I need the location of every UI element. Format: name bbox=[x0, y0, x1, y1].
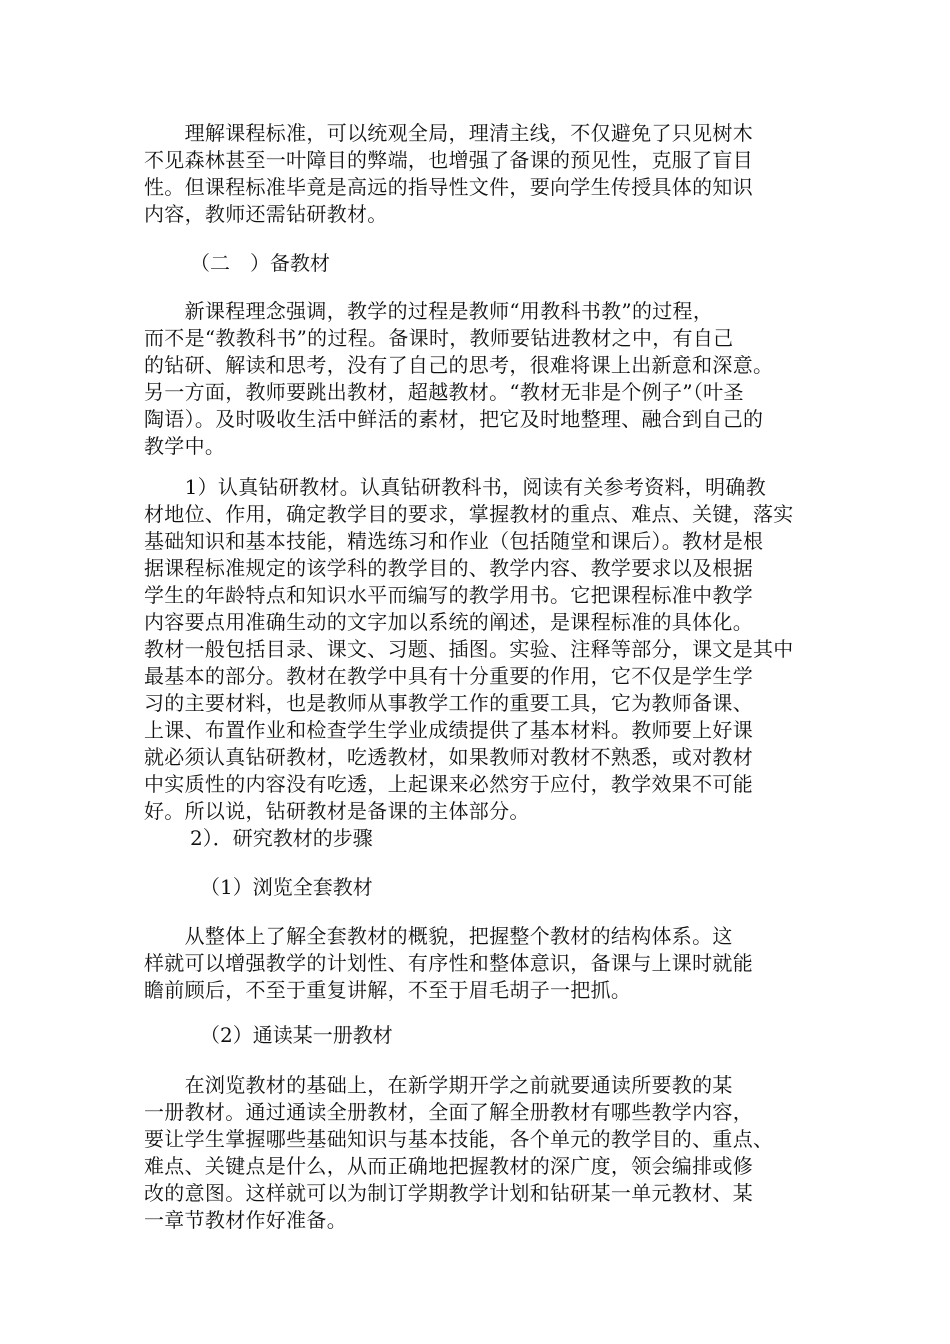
paragraph-study-textbook bbox=[144, 474, 824, 825]
text-line: 上课、布置作业和检查学生学业成绩提供了基本材料。教师要上好课 bbox=[144, 718, 753, 742]
section-heading-research-steps: 2）．研究教材的步骤 bbox=[190, 826, 373, 850]
text-line: 陶语）。及时吸收生活中鲜活的素材，把它及时地整理、融合到自己的 bbox=[144, 407, 764, 431]
text-line: 据课程标准规定的该学科的教学目的、教学内容、教学要求以及根据 bbox=[144, 556, 753, 580]
text-line: 材地位、作用，确定教学目的要求，掌握教材的重点、难点、关键，落实 bbox=[144, 502, 794, 526]
paragraph-new-curriculum bbox=[144, 298, 824, 460]
text-line: 而不是“教教科书”的过程。备课时，教师要钻进教材之中，有自己 bbox=[144, 326, 734, 350]
paragraph-read-one-volume bbox=[144, 1072, 824, 1234]
subheading-browse-full-set: （1）浏览全套教材 bbox=[200, 875, 373, 899]
subheading-read-one-volume: （2）通读某一册教材 bbox=[200, 1023, 393, 1047]
text-line: 好。所以说，钻研教材是备课的主体部分。 bbox=[144, 799, 530, 823]
text-line: 教材一般包括目录、课文、习题、插图。实验、注释等部分，课文是其中 bbox=[144, 637, 794, 661]
text-line: 一章节教材作好准备。 bbox=[144, 1208, 347, 1232]
text-line: 样就可以增强教学的计划性、有序性和整体意识，备课与上课时就能 bbox=[144, 951, 753, 975]
text-line: 就必须认真钻研教材，吃透教材，如果教师对教材不熟悉，或对教材 bbox=[144, 745, 753, 769]
text-line: 瞻前顾后，不至于重复讲解，不至于眉毛胡子一把抓。 bbox=[144, 978, 632, 1002]
text-line: 难点、关键点是什么，从而正确地把握教材的深广度，领会编排或修 bbox=[144, 1154, 753, 1178]
paragraph-browse-full-set bbox=[144, 923, 824, 1004]
text-line: 不见森林甚至一叶障目的弊端，也增强了备课的预见性，克服了盲目 bbox=[144, 148, 753, 172]
text-line: 1）认真钻研教材。认真钻研教科书，阅读有关参考资料，明确教 bbox=[144, 475, 767, 499]
text-line: 内容要点用准确生动的文字加以系统的阐述，是课程标准的具体化。 bbox=[144, 610, 753, 634]
text-line: 中实质性的内容没有吃透，上起课来必然穷于应付，教学效果不可能 bbox=[144, 772, 753, 796]
text-line: 基础知识和基本技能，精选练习和作业（包括随堂和课后）。教材是根 bbox=[144, 529, 764, 553]
text-line: 最基本的部分。教材在教学中具有十分重要的作用，它不仅是学生学 bbox=[144, 664, 753, 688]
text-line: 学生的年龄特点和知识水平而编写的教学用书。它把课程标准中教学 bbox=[144, 583, 753, 607]
text-line: 改的意图。这样就可以为制订学期教学计划和钻研某一单元教材、某 bbox=[144, 1181, 753, 1205]
paragraph-curriculum-standard bbox=[144, 120, 824, 228]
text-line: 性。但课程标准毕竟是高远的指导性文件，要向学生传授具体的知识 bbox=[144, 175, 753, 199]
text-line: 理解课程标准，可以统观全局，理清主线，不仅避免了只见树木 bbox=[144, 121, 753, 145]
text-line: 新课程理念强调，教学的过程是教师“用教科书教”的过程， bbox=[144, 299, 714, 323]
text-line: 的钻研、解读和思考，没有了自己的思考，很难将课上出新意和深意。 bbox=[144, 353, 774, 377]
text-line: 一册教材。通过通读全册教材，全面了解全册教材有哪些教学内容， bbox=[144, 1100, 753, 1124]
text-line: 习的主要材料，也是教师从事教学工作的重要工具，它为教师备课、 bbox=[144, 691, 753, 715]
text-line: 从整体上了解全套教材的概貌，把握整个教材的结构体系。这 bbox=[144, 924, 733, 948]
text-line: 教学中。 bbox=[144, 434, 226, 458]
text-line: 内容，教师还需钻研教材。 bbox=[144, 202, 388, 226]
text-line: 在浏览教材的基础上，在新学期开学之前就要通读所要教的某 bbox=[144, 1073, 733, 1097]
text-line: 要让学生掌握哪些基础知识与基本技能，各个单元的教学目的、重点、 bbox=[144, 1127, 774, 1151]
section-heading-prepare-textbook: （二 ）备教材 bbox=[190, 251, 330, 275]
text-line: 另一方面，教师要跳出教材，超越教材。“教材无非是个例子”（叶圣 bbox=[144, 380, 744, 404]
